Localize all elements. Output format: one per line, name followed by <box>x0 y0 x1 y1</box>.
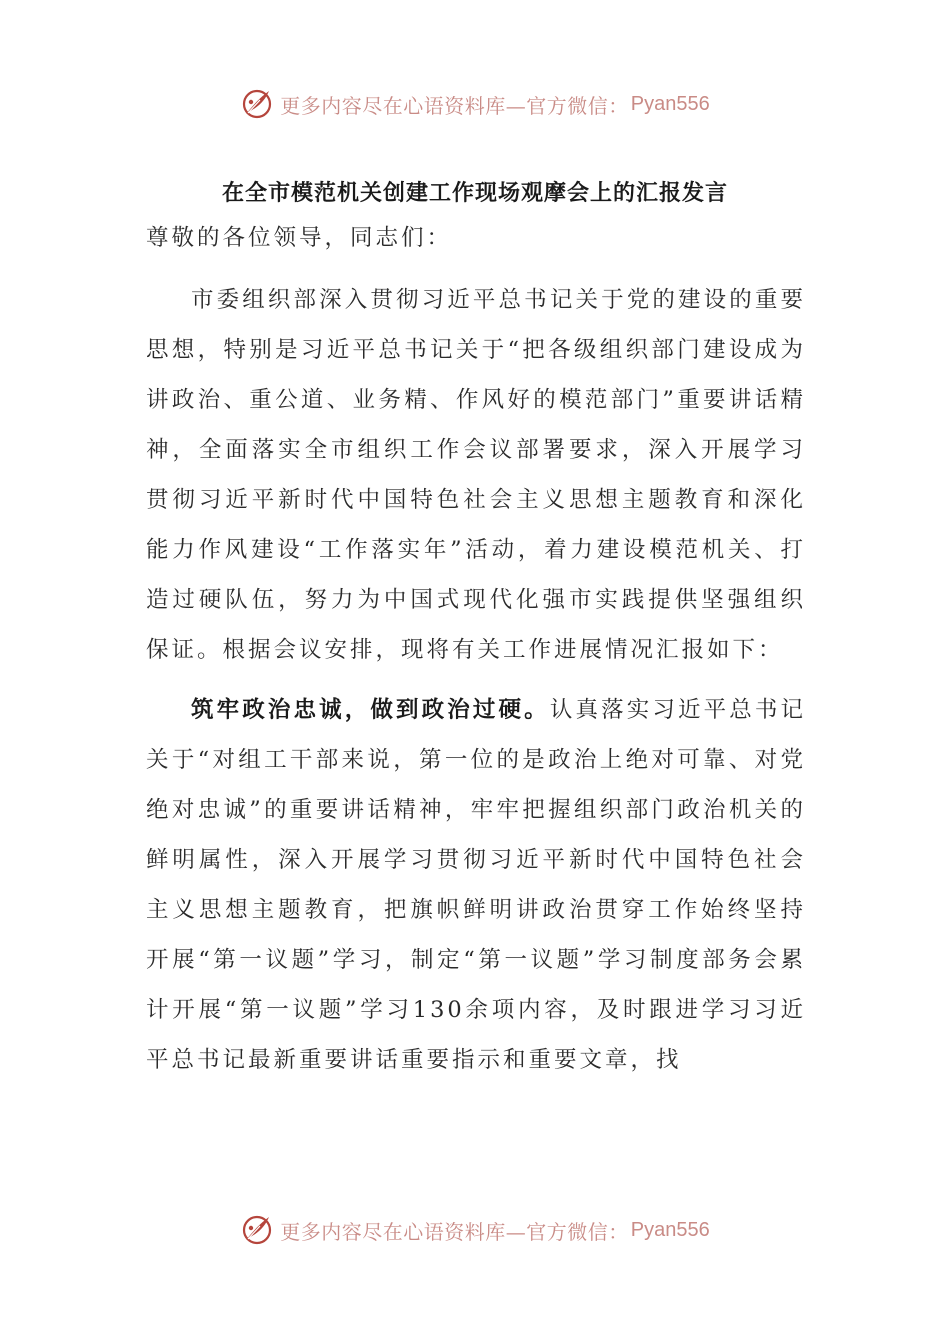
document-title: 在全市模范机关创建工作现场观摩会上的汇报发言 <box>221 180 728 206</box>
document-body <box>146 213 806 1085</box>
header-banner <box>0 84 950 124</box>
header-slogan: 更多内容尽在心语资料库—官方微信： <box>280 93 629 118</box>
paragraph-2-lead: 筑牢政治忠诚，做到政治过硬。 <box>191 697 550 723</box>
footer-account: Pyan556 <box>630 1218 710 1241</box>
paragraph-1: 市委组织部深入贯彻习近平总书记关于党的建设的重要思想，特别是习近平总书记关于“把各级组织部门建设成为讲政治、重公道、业务精、作风好的模范部门”重要讲话精神，全面落实全市组织工作会议部署要求，深入开展学习贯彻习近平新时代中国特色社会主义思想主题教育和深化能力作风建设“工作落实年”活动，着力建设模范机关、打造过硬队伍，努力为中国式现代化强市实践提供坚强组织保证。根据会议安排，现将有关工作进展情况汇报如下： <box>146 287 806 663</box>
salutation: 尊敬的各位领导，同志们： <box>146 225 453 251</box>
header-account: Pyan556 <box>630 92 710 115</box>
footer-slogan: 更多内容尽在心语资料库—官方微信： <box>280 1219 629 1244</box>
paragraph-2-text: 认真落实习近平总书记关于“对组工干部来说，第一位的是政治上绝对可靠、对党绝对忠诚”的重要讲话精神，牢牢把握组织部门政治机关的鲜明属性，深入开展学习贯彻习近平新时代中国特色社会主义思想主题教育，把旗帜鲜明讲政治贯穿工作始终坚持开展“第一议题”学习，制定“第一议题”学习制度部务会累计开展“第一议题”学习130余项内容，及时跟进学习习近平总书记最新重要讲话重要指示和重要文章，找 <box>146 697 806 1073</box>
paragraph-2 <box>146 685 806 1085</box>
quill-pen-icon <box>240 87 274 121</box>
footer-banner <box>0 1210 950 1250</box>
quill-pen-icon <box>240 1213 274 1247</box>
